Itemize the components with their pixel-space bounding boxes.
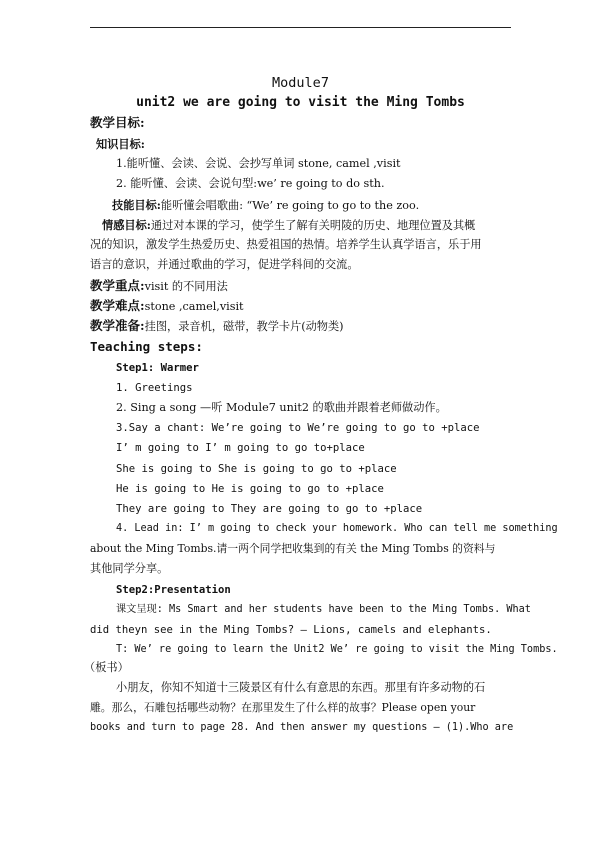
knowledge-item-1: 1.能听懂、会读、会说、会抄写单词 stone, camel ,visit: [116, 157, 401, 170]
emotion-line-1: 通过对本课的学习，使学生了解有关明陵的历史、地理位置及其概: [150, 219, 476, 232]
step2-line-7: books and turn to page 28. And then answer my questions – (1).Who are: [90, 722, 514, 733]
step2-line-6: 雕。那么，石雕包括哪些动物？在那里发生了什么样的故事？Please open your: [90, 701, 476, 714]
step1-line-3: 3.Say a chant: We’re going to We’re going to go to +place: [116, 422, 480, 434]
unit-title: unit2 we are going to visit the Ming Tombs: [136, 95, 465, 110]
preparation-text: 挂图，录音机，磁带，教学卡片(动物类): [144, 320, 344, 333]
emotion-label: 情感目标:: [102, 218, 151, 232]
step1-line-4: I’ m going to I’ m going to go to+place: [116, 442, 365, 454]
step2-line-5: 小朋友，你知不知道十三陵景区有什么有意思的东西。那里有许多动物的石: [116, 681, 486, 694]
step2-line-1: 课文呈现: Ms Smart and her students have been to the Ming Tombs. What: [116, 604, 531, 615]
key-points: [90, 279, 228, 294]
skill-label: 技能目标:: [112, 198, 161, 212]
step1-line-6: He is going to He is going to go to +place: [116, 483, 384, 495]
step2-line-4: （板书）: [84, 661, 129, 674]
header-rule: [90, 27, 511, 28]
key-points-text: visit 的不同用法: [144, 280, 228, 293]
emotion-line-3: 语言的意识，并通过歌曲的学习，促进学科间的交流。: [90, 258, 359, 271]
step1-line-5: She is going to She is going to go to +place: [116, 463, 397, 475]
step2-line-3: T: We’ re going to learn the Unit2 We’ re going to visit the Ming Tombs.: [116, 644, 558, 655]
step2-line-2: did theyn see in the Ming Tombs? – Lions, camels and elephants.: [90, 624, 492, 636]
preparation: [90, 319, 344, 334]
step1-line-9: about the Ming Tombs.请一两个同学把收集到的有关 the Ming Tombs 的资料与: [90, 542, 496, 555]
knowledge-item-2: 2. 能听懂、会读、会说句型:we’ re going to do sth.: [116, 177, 385, 190]
preparation-label: 教学准备:: [90, 318, 145, 333]
difficulties-label: 教学难点:: [90, 298, 145, 313]
skill-objective: [112, 198, 419, 213]
knowledge-label: 知识目标:: [96, 137, 145, 151]
step1-line-7: They are going to They are going to go to +place: [116, 503, 423, 515]
emotion-objective: [102, 218, 475, 233]
difficulties-text: stone ,camel,visit: [144, 300, 244, 313]
step1-line-10: 其他同学分享。: [90, 562, 169, 575]
skill-text: 能听懂会唱歌曲: “We’ re going to go to the zoo.: [160, 199, 420, 212]
step1-line-1: 1. Greetings: [116, 382, 193, 394]
objectives-heading: 教学目标:: [90, 115, 145, 130]
step1-line-8: 4. Lead in: I’ m going to check your homework. Who can tell me something: [116, 523, 558, 534]
module-title: Module7: [272, 75, 329, 91]
emotion-line-2: 况的知识，激发学生热爱历史、热爱祖国的热情。培养学生认真学语言，乐于用: [90, 238, 482, 251]
step2-title: Step2:Presentation: [116, 584, 231, 596]
step1-title: Step1: Warmer: [116, 362, 199, 374]
key-points-label: 教学重点:: [90, 278, 145, 293]
step1-line-2: 2. Sing a song —听 Module7 unit2 的歌曲并跟着老师做动作。: [116, 401, 447, 414]
difficulties: [90, 299, 244, 314]
teaching-steps-heading: Teaching steps:: [90, 339, 203, 354]
